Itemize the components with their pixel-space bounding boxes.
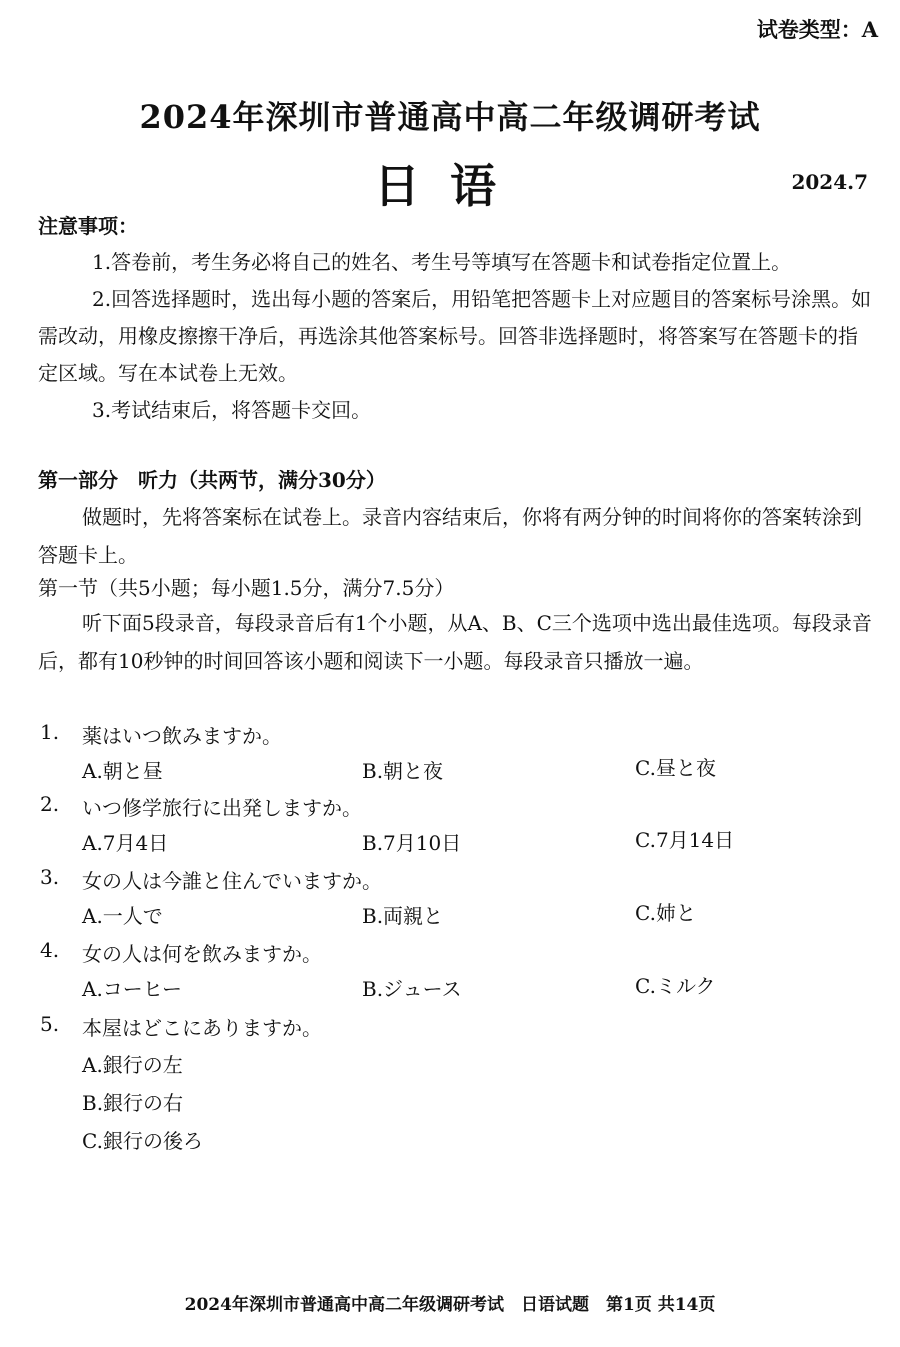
notice-item: 1.答卷前，考生务必将自己的姓名、考生号等填写在答题卡和试卷指定位置上。 <box>92 250 792 274</box>
question-number: 3. <box>40 865 60 889</box>
option-c: C.7月14日 <box>635 828 735 852</box>
paper-type-label: 试卷类型：A <box>756 17 878 42</box>
question-stem: 女の人は何を飲みますか。 <box>82 942 322 966</box>
option-c: C.昼と夜 <box>635 756 716 780</box>
page-footer: 2024年深圳市普通高中高二年级调研考试 日语试题 第1页 共14页 <box>184 1295 716 1315</box>
question-number: 5. <box>40 1012 60 1036</box>
question-stem: 本屋はどこにありますか。 <box>82 1016 322 1040</box>
option-b: B.両親と <box>362 904 444 928</box>
exam-date: 2024.7 <box>791 170 868 194</box>
notice-list <box>38 244 874 429</box>
option-a: A.7月4日 <box>82 831 169 855</box>
subject-title: 日语 <box>374 159 526 213</box>
option-c: C.ミルク <box>635 974 716 998</box>
notice-heading: 注意事项： <box>38 214 138 238</box>
option-a: A.銀行の左 <box>82 1053 183 1077</box>
notice-item: 3.考试结束后，将答题卡交回。 <box>92 398 372 422</box>
part-instruction: 做题时，先将答案标在试卷上。录音内容结束后，你将有两分钟的时间将你的答案转涂到答题卡上。 <box>38 505 862 567</box>
question-stem: 女の人は今誰と住んでいますか。 <box>82 869 382 893</box>
option-b: B.7月10日 <box>362 831 462 855</box>
option-a: A.朝と昼 <box>82 759 163 783</box>
question-stem: いつ修学旅行に出発しますか。 <box>82 796 362 820</box>
option-b: B.朝と夜 <box>362 759 444 783</box>
notice-item: 2.回答选择题时，选出每小题的答案后，用铅笔把答题卡上对应题目的答案标号涂黑。如需改动，用橡皮擦擦干净后，再选涂其他答案标号。回答非选择题时，将答案写在答题卡的指定区域。写在本试卷上无效。 <box>38 287 872 385</box>
option-b: B.銀行の右 <box>82 1091 184 1115</box>
option-c: C.銀行の後ろ <box>82 1129 203 1153</box>
section-instruction: 听下面5段录音，每段录音后有1个小题，从A、B、C三个选项中选出最佳选项。每段录音后，都有10秒钟的时间回答该小题和阅读下一小题。每段录音只播放一遍。 <box>38 611 872 673</box>
question-number: 4. <box>40 938 60 962</box>
option-a: A.一人で <box>82 904 163 928</box>
part-title: 第一部分 听力（共两节，满分30分） <box>38 468 386 492</box>
option-a: A.コーヒー <box>82 977 183 1001</box>
question-number: 1. <box>40 720 60 744</box>
exam-title: 2024年深圳市普通高中高二年级调研考试 <box>139 98 761 136</box>
question-number: 2. <box>40 792 60 816</box>
question-stem: 薬はいつ飲みますか。 <box>82 724 282 748</box>
section-title: 第一节（共5小题；每小题1.5分，满分7.5分） <box>38 576 455 600</box>
option-b: B.ジュース <box>362 977 462 1001</box>
option-c: C.姉と <box>635 901 696 925</box>
